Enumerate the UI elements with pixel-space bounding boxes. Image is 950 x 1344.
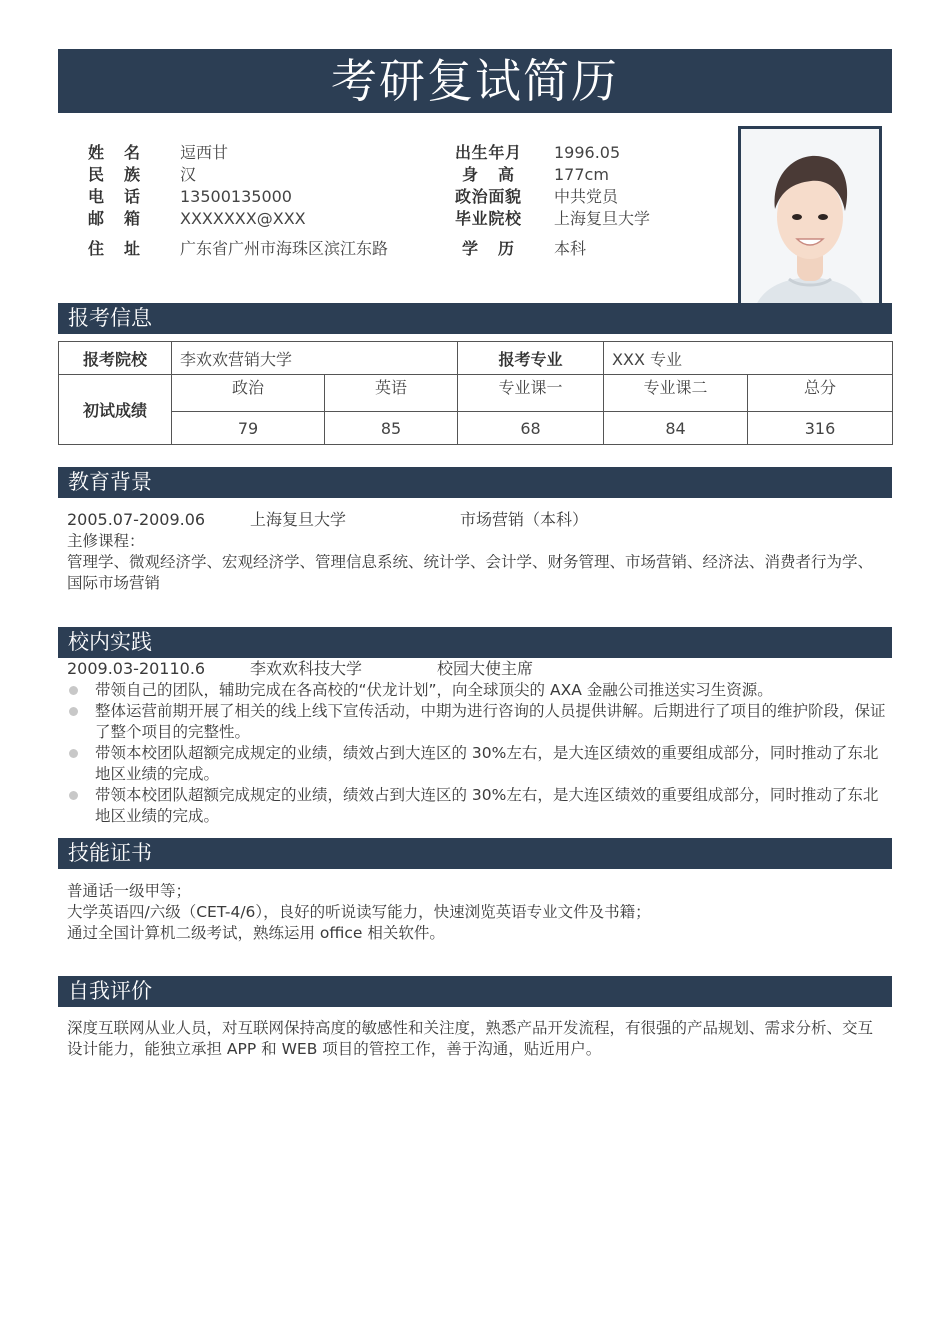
apply-major-label: 报考专业 [458, 342, 604, 375]
list-item: 整体运营前期开展了相关的线上线下宣传活动，中期为进行咨询的人员提供讲解。后期进行了项目的维护阶段，保证了整个项目的完整性。 [67, 701, 892, 743]
degree-label: 学历 [462, 239, 514, 258]
subject-cell: 总分 [748, 375, 893, 412]
table-row [59, 375, 893, 412]
bullet-icon [69, 749, 78, 758]
practice-period: 2009.03-20110.6 [67, 659, 206, 678]
section-practice-title: 校内实践 [68, 630, 152, 654]
section-apply-title: 报考信息 [68, 306, 152, 330]
table-row [59, 342, 893, 375]
section-education-title: 教育背景 [68, 470, 152, 494]
education-major: 市场营销（本科） [460, 510, 589, 529]
score-cell: 68 [458, 412, 604, 445]
ethnicity-label: 民族 [88, 165, 140, 184]
name-label: 姓名 [88, 143, 140, 162]
email-value: XXXXXXX@XXX [180, 209, 306, 228]
education-period: 2005.07-2009.06 [67, 510, 206, 529]
email-label: 邮箱 [88, 209, 140, 228]
birth-value: 1996.05 [554, 143, 621, 162]
apply-table [58, 341, 893, 445]
list-item: 带领本校团队超额完成规定的业绩，绩效占到大连区的 30%左右，是大连区绩效的重要组成部分，同时推动了东北地区业绩的完成。 [67, 785, 892, 827]
subject-cell: 英语 [325, 375, 458, 412]
practice-role: 校园大使主席 [437, 659, 534, 678]
section-skills [58, 838, 892, 869]
address-value: 广东省广州市海珠区滨江东路 [180, 239, 389, 258]
ethnicity-value: 汉 [180, 165, 197, 184]
bullet-icon [69, 791, 78, 800]
table-row [59, 412, 893, 445]
list-item: 带领本校团队超额完成规定的业绩，绩效占到大连区的 30%左右，是大连区绩效的重要组成部分，同时推动了东北地区业绩的完成。 [67, 743, 892, 785]
education-school: 上海复旦大学 [250, 510, 347, 529]
school-label: 毕业院校 [455, 209, 521, 228]
apply-school-value: 李欢欢营销大学 [172, 342, 458, 375]
score-cell: 79 [172, 412, 325, 445]
portrait-photo [738, 126, 882, 326]
height-label: 身高 [462, 165, 514, 184]
score-cell: 84 [604, 412, 748, 445]
section-skills-title: 技能证书 [68, 841, 152, 865]
skill-line: 普通话一级甲等； [67, 882, 192, 900]
list-item: 带领自己的团队，辅助完成在各高校的“伏龙计划”，向全球顶尖的 AXA 金融公司推送实习生资源。 [67, 680, 892, 701]
bullet-icon [69, 707, 78, 716]
section-practice [58, 627, 892, 658]
politics-value: 中共党员 [554, 187, 619, 206]
practice-org: 李欢欢科技大学 [250, 659, 363, 678]
score-cell: 85 [325, 412, 458, 445]
name-value: 逗西甘 [180, 143, 229, 162]
section-apply [58, 303, 892, 334]
bullet-icon [69, 686, 78, 695]
section-self-eval-title: 自我评价 [68, 979, 152, 1003]
apply-major-value: XXX 专业 [604, 342, 893, 375]
height-value: 177cm [554, 165, 609, 184]
politics-label: 政治面貌 [455, 187, 521, 206]
phone-value: 13500135000 [180, 187, 292, 206]
address-label: 住址 [88, 239, 140, 258]
score-cell: 316 [748, 412, 893, 445]
phone-label: 电话 [88, 187, 140, 206]
school-value: 上海复旦大学 [554, 209, 651, 228]
courses-text: 管理学、微观经济学、宏观经济学、管理信息系统、统计学、会计学、财务管理、市场营销、经济法、消费者行为学、国际市场营销 [67, 553, 874, 592]
subject-cell: 专业课二 [604, 375, 748, 412]
courses-label: 主修课程： [67, 532, 145, 550]
self-eval-text: 深度互联网从业人员，对互联网保持高度的敏感性和关注度，熟悉产品开发流程，有很强的产品规划、需求分析、交互设计能力，能独立承担 APP 和 WEB 项目的管控工作，善于沟通，贴近用户。 [67, 1019, 874, 1058]
education-row [67, 509, 667, 531]
birth-label: 出生年月 [455, 143, 521, 162]
practice-row [67, 658, 667, 680]
apply-school-label: 报考院校 [59, 342, 172, 375]
page-title: 考研复试简历 [58, 49, 892, 113]
scores-label: 初试成绩 [59, 375, 172, 445]
skill-line: 通过全国计算机二级考试，熟练运用 office 相关软件。 [67, 924, 445, 942]
portrait-photo-icon [741, 129, 879, 323]
subject-cell: 政治 [172, 375, 325, 412]
section-education [58, 467, 892, 498]
section-self-eval [58, 976, 892, 1007]
skill-line: 大学英语四/六级（CET-4/6），良好的听说读写能力，快速浏览英语专业文件及书籍； [67, 903, 651, 921]
degree-value: 本科 [554, 239, 587, 258]
subject-cell: 专业课一 [458, 375, 604, 412]
